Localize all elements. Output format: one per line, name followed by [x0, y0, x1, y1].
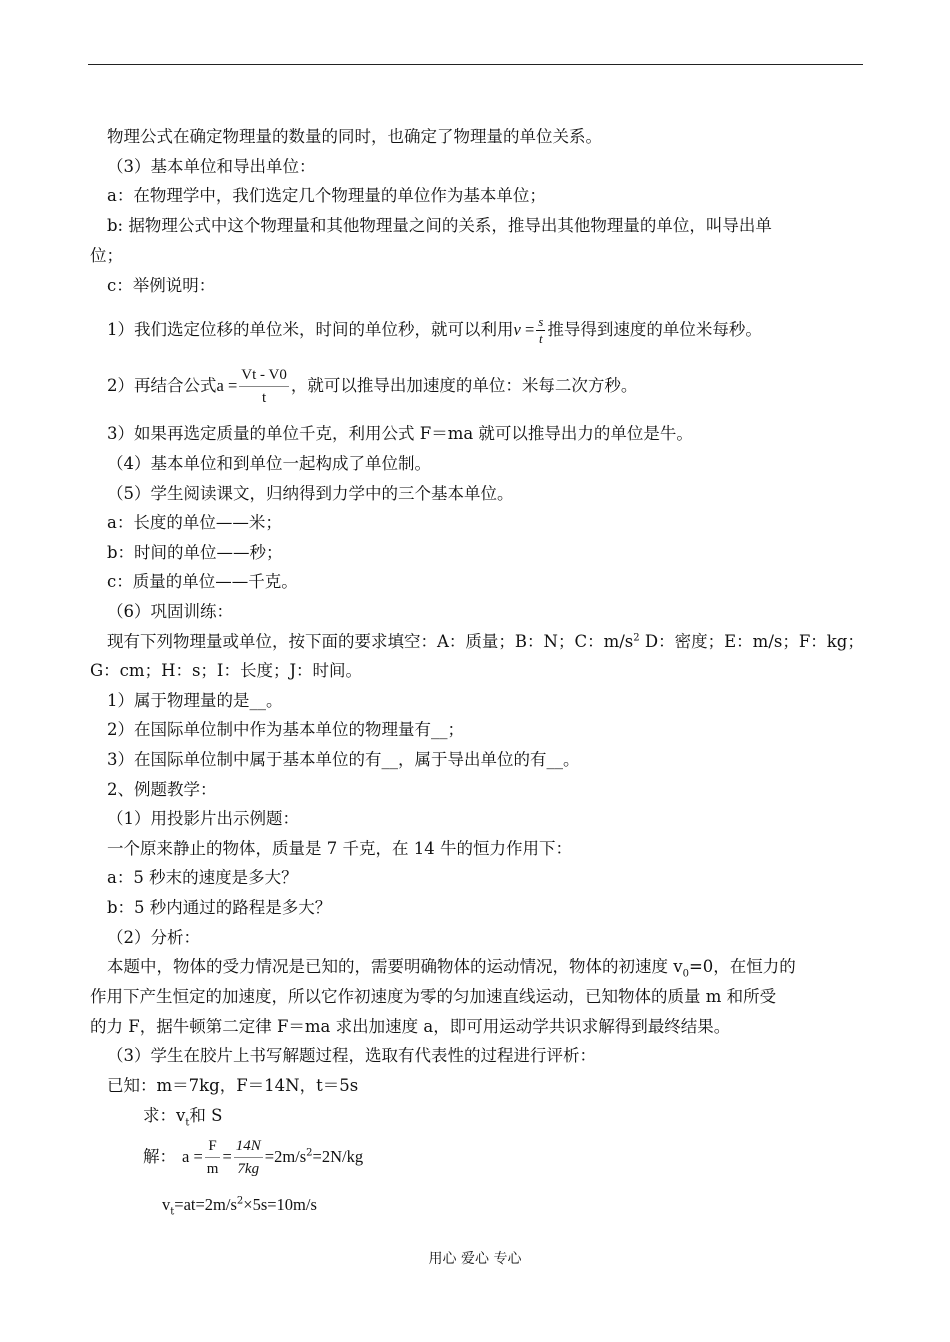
- solution-line-velocity: [162, 1194, 942, 1216]
- text-line: （2）分析：: [107, 928, 200, 947]
- superscript: 2: [633, 632, 640, 644]
- subscript: t: [170, 1206, 175, 1218]
- text-line: 1）属于物理量的是__。: [107, 691, 283, 710]
- text-line: a：长度的单位——米；: [107, 513, 282, 532]
- text-segment: 1）我们选定位移的单位米，时间的单位秒，就可以利用: [107, 320, 514, 339]
- fraction-denominator: m: [205, 1157, 221, 1180]
- text-segment: ，就可以推导出加速度的单位：米每二次方秒。: [290, 376, 638, 395]
- fraction-denominator: t: [239, 386, 289, 409]
- header-rule: [88, 64, 863, 65]
- text-line: [107, 956, 887, 978]
- fraction-F-over-m: [205, 1135, 221, 1180]
- fraction-s-over-t: [536, 314, 545, 347]
- text-segment: v: [162, 1195, 171, 1214]
- formula-line-acceleration: [107, 362, 887, 410]
- text-segment: 推导得到速度的单位米每秒。: [547, 320, 762, 339]
- superscript: 2: [236, 1195, 244, 1207]
- text-line: G：cm；H：s；I：长度；J：时间。: [90, 661, 363, 680]
- formula-line-velocity: [107, 306, 887, 354]
- text-line: c：质量的单位——千克。: [107, 572, 298, 591]
- text-segment: =at=2m/s: [174, 1195, 237, 1214]
- text-line: [143, 1105, 923, 1127]
- text-segment: D：密度；E：m/s；F：kg；: [639, 632, 864, 651]
- text-line: c：举例说明：: [107, 276, 216, 295]
- text-line: a：5 秒末的速度是多大？: [107, 868, 298, 887]
- text-line: a：在物理学中，我们选定几个物理量的单位作为基本单位；: [107, 186, 546, 205]
- formula-var: a: [216, 376, 224, 395]
- solution-line-acceleration: [143, 1132, 923, 1182]
- text-line: （1）用投影片出示例题：: [107, 809, 299, 828]
- text-segment: 现有下列物理量或单位，按下面的要求填空：A：质量；B：N；C：m/s: [107, 632, 634, 651]
- fraction-vt-v0-over-t: [239, 364, 289, 409]
- text-line: （6）巩固训练：: [107, 602, 233, 621]
- text-segment: 求：v: [143, 1106, 186, 1125]
- text-segment: 2）再结合公式: [107, 376, 217, 395]
- fraction-denominator: 7kg: [234, 1157, 263, 1180]
- text-line: b: 据物理公式中这个物理量和其他物理量之间的关系，推导出其他物理量的单位，叫导出单: [107, 216, 772, 235]
- text-line: （3）基本单位和导出单位：: [107, 157, 316, 176]
- text-line: b：5 秒内通过的路程是多大？: [107, 898, 332, 917]
- formula-eq: =: [520, 320, 535, 339]
- text-line: b：时间的单位——秒；: [107, 543, 283, 562]
- text-line: 已知：m＝7kg，F＝14N，t＝5s: [107, 1076, 359, 1095]
- text-line: 物理公式在确定物理量的数量的同时，也确定了物理量的单位关系。: [107, 127, 602, 146]
- text-line: （4）基本单位和到单位一起构成了单位制。: [107, 454, 431, 473]
- formula-eq: =: [223, 376, 238, 395]
- text-line: （3）学生在胶片上书写解题过程，选取有代表性的过程进行评析：: [107, 1046, 596, 1065]
- subscript: 0: [682, 968, 689, 980]
- text-line: （5）学生阅读课文，归纳得到力学中的三个基本单位。: [107, 484, 514, 503]
- text-line: 的力 F，据牛顿第二定律 F＝ma 求出加速度 a，即可用运动学共识求解得到最终结果。: [90, 1017, 731, 1036]
- formula-var: v: [513, 320, 521, 339]
- text-line: 2）在国际单位制中作为基本单位的物理量有__；: [107, 720, 464, 739]
- page-footer: 用心 爱心 专心: [428, 1251, 522, 1267]
- fraction-denominator: t: [536, 330, 545, 347]
- subscript: t: [185, 1117, 190, 1129]
- formula-eq: =: [222, 1147, 232, 1166]
- text-segment: =0，在恒力的: [688, 957, 796, 976]
- fraction-numerator: Vt - V0: [241, 367, 287, 383]
- text-segment: 和 S: [189, 1106, 223, 1125]
- text-line: [107, 631, 887, 653]
- text-segment: =2m/s: [264, 1147, 307, 1166]
- text-segment: =2N/kg: [312, 1147, 364, 1166]
- superscript: 2: [306, 1147, 313, 1159]
- text-segment: 本题中，物体的受力情况是已知的，需要明确物体的运动情况，物体的初速度 v: [107, 957, 683, 976]
- text-line: 3）如果再选定质量的单位千克，利用公式 F＝ma 就可以推导出力的单位是牛。: [107, 424, 693, 443]
- fraction-numerator: s: [538, 314, 544, 329]
- text-line: 位；: [90, 246, 123, 265]
- text-segment: 解：: [143, 1147, 176, 1166]
- text-line: 一个原来静止的物体，质量是 7 千克，在 14 牛的恒力作用下：: [107, 839, 572, 858]
- text-segment: ×5s=10m/s: [243, 1195, 317, 1214]
- text-line: 2、例题教学：: [107, 780, 217, 799]
- fraction-14N-over-7kg: [234, 1135, 263, 1180]
- text-line: 作用下产生恒定的加速度，所以它作初速度为零的匀加速直线运动，已知物体的质量 m 和所受: [90, 987, 777, 1006]
- text-line: 3）在国际单位制中属于基本单位的有__，属于导出单位的有__。: [107, 750, 580, 769]
- fraction-numerator: 14N: [235, 1138, 261, 1154]
- formula-var: a =: [182, 1147, 203, 1166]
- fraction-numerator: F: [208, 1138, 217, 1154]
